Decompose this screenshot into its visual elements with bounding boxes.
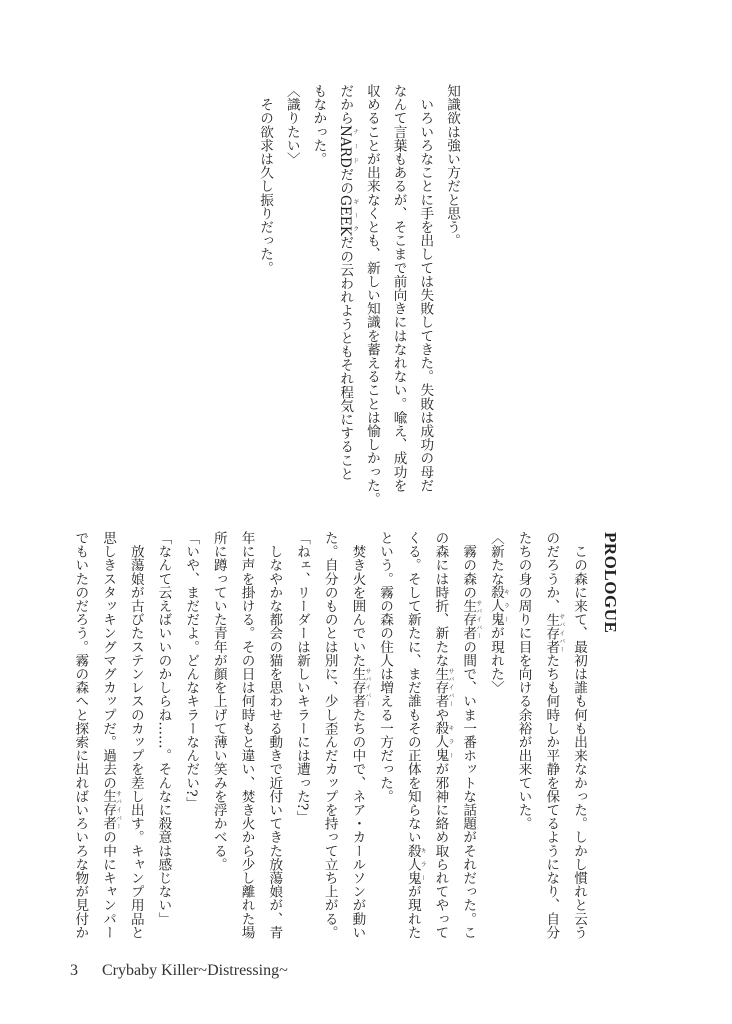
- text-line: 所に蹲っていた青年が顔を上げて薄い笑みを浮かべる。: [210, 531, 227, 871]
- ruby-word: 生存者サバイバー: [460, 599, 482, 640]
- page-number: 3: [70, 962, 78, 979]
- text-line: この森に来て、最初は誰も何も出来なかった。しかし慣れと云う: [571, 531, 587, 939]
- furigana: キラー: [446, 721, 454, 763]
- text-line: しなやかな都会の猫を思わせる動きで近付いてきた放蕩娘が、青: [266, 531, 283, 939]
- text-line: 「いや、まだだよ。どんなキラーなんだい?」: [183, 531, 200, 811]
- text-line: 〈識りたい〉: [283, 84, 300, 166]
- text-line: た。自分のものとは別に、少し歪んだカップを持って立ち上がる。: [321, 531, 338, 939]
- ruby-word: 生存者サバイバー: [543, 612, 565, 654]
- text-line: でもいたのだろう。霧の森へと探索に出ればいろいろな物が見付か: [72, 531, 89, 939]
- ruby-word: 生存者サバイバー: [349, 667, 371, 708]
- text-line: いろいろなことに手を出しては失敗してきた。失敗は成功の母だ: [417, 84, 434, 492]
- page-footer: [70, 962, 288, 980]
- furigana: サバイバー: [474, 599, 482, 640]
- ruby-word: GEEKギーク: [337, 194, 359, 236]
- text-line: その欲求は久し振りだった。: [257, 84, 274, 275]
- text-line: 収めることが出来なくとも、新しい知識を蓄えることは愉しかった。: [363, 84, 380, 506]
- ruby-word: 殺人鬼キラー: [404, 843, 427, 885]
- furigana: サバイバー: [363, 667, 371, 708]
- furigana: キラー: [502, 585, 510, 627]
- prologue-text-block: [66, 531, 592, 949]
- text-line: 〈新たな殺人鬼キラーが現れた〉: [487, 531, 510, 695]
- intro-text-block: [251, 84, 465, 506]
- chapter-heading: PROLOGUE: [601, 532, 620, 634]
- text-line: の森には時折、新たな生存者サバイバーや殺人鬼キラーが邪神に絡め取られてやって: [432, 531, 454, 940]
- text-line: なんて言葉もあるが、そこまで前向きにはなれない。喩え、成功を: [390, 84, 407, 492]
- furigana: サバイバー: [557, 612, 565, 654]
- ruby-word: NARDナード: [337, 124, 359, 168]
- furigana: ナード: [351, 124, 359, 168]
- furigana: ギーク: [351, 194, 359, 236]
- furigana: サバイバー: [446, 667, 454, 708]
- text-line: 「ねェ、リーダーは新しいキラーには遭った?」: [293, 531, 310, 824]
- text-line: 知識欲は強い方だと思う。: [444, 84, 460, 248]
- book-title: Crybaby Killer~Distressing~: [102, 962, 288, 979]
- ruby-word: 殺人鬼キラー: [432, 721, 454, 763]
- text-line: くる。そして新たに、まだ誰もその正体を知らない殺人鬼キラーが現れた: [404, 531, 427, 940]
- text-line: 思しきスタッキングマグカップだ。過去の生存者サバイバーの中にキャンパー: [100, 531, 122, 940]
- text-line: 「なんて云えばいいのかしらね……。そんなに殺意は感じない」: [155, 531, 172, 926]
- furigana: キラー: [419, 843, 427, 885]
- ruby-word: 生存者サバイバー: [100, 789, 122, 831]
- text-line: たちの身の周りに目を向ける余裕が出来ていた。: [515, 531, 532, 831]
- text-line: 放蕩娘が古びたステンレスのカップを差し出す。キャンプ用品と: [127, 531, 144, 939]
- text-line: という。霧の森の住人は増える一方だった。: [377, 531, 394, 803]
- text-line: もなかった。: [310, 84, 327, 166]
- text-line: のだろうか、生存者サバイバーたちも何時しか平静を保てるようになり、自分: [543, 531, 565, 940]
- text-line: 年に声を掛ける。その日は何時もと違い、焚き火から少し離れた場: [238, 531, 255, 939]
- text-line: だからNARDナードだのGEEKギークだの云われようともそれ程気にすること: [337, 84, 359, 481]
- text-line: 霧の森の生存者サバイバーの間で、いま一番ホットな話題がそれだった。こ: [460, 531, 482, 940]
- ruby-word: 殺人鬼キラー: [487, 585, 510, 627]
- text-line: 焚き火を囲んでいた生存者サバイバーたちの中で、ネア・カールソンが動い: [349, 531, 371, 940]
- furigana: サバイバー: [114, 789, 122, 831]
- ruby-word: 生存者サバイバー: [432, 667, 454, 708]
